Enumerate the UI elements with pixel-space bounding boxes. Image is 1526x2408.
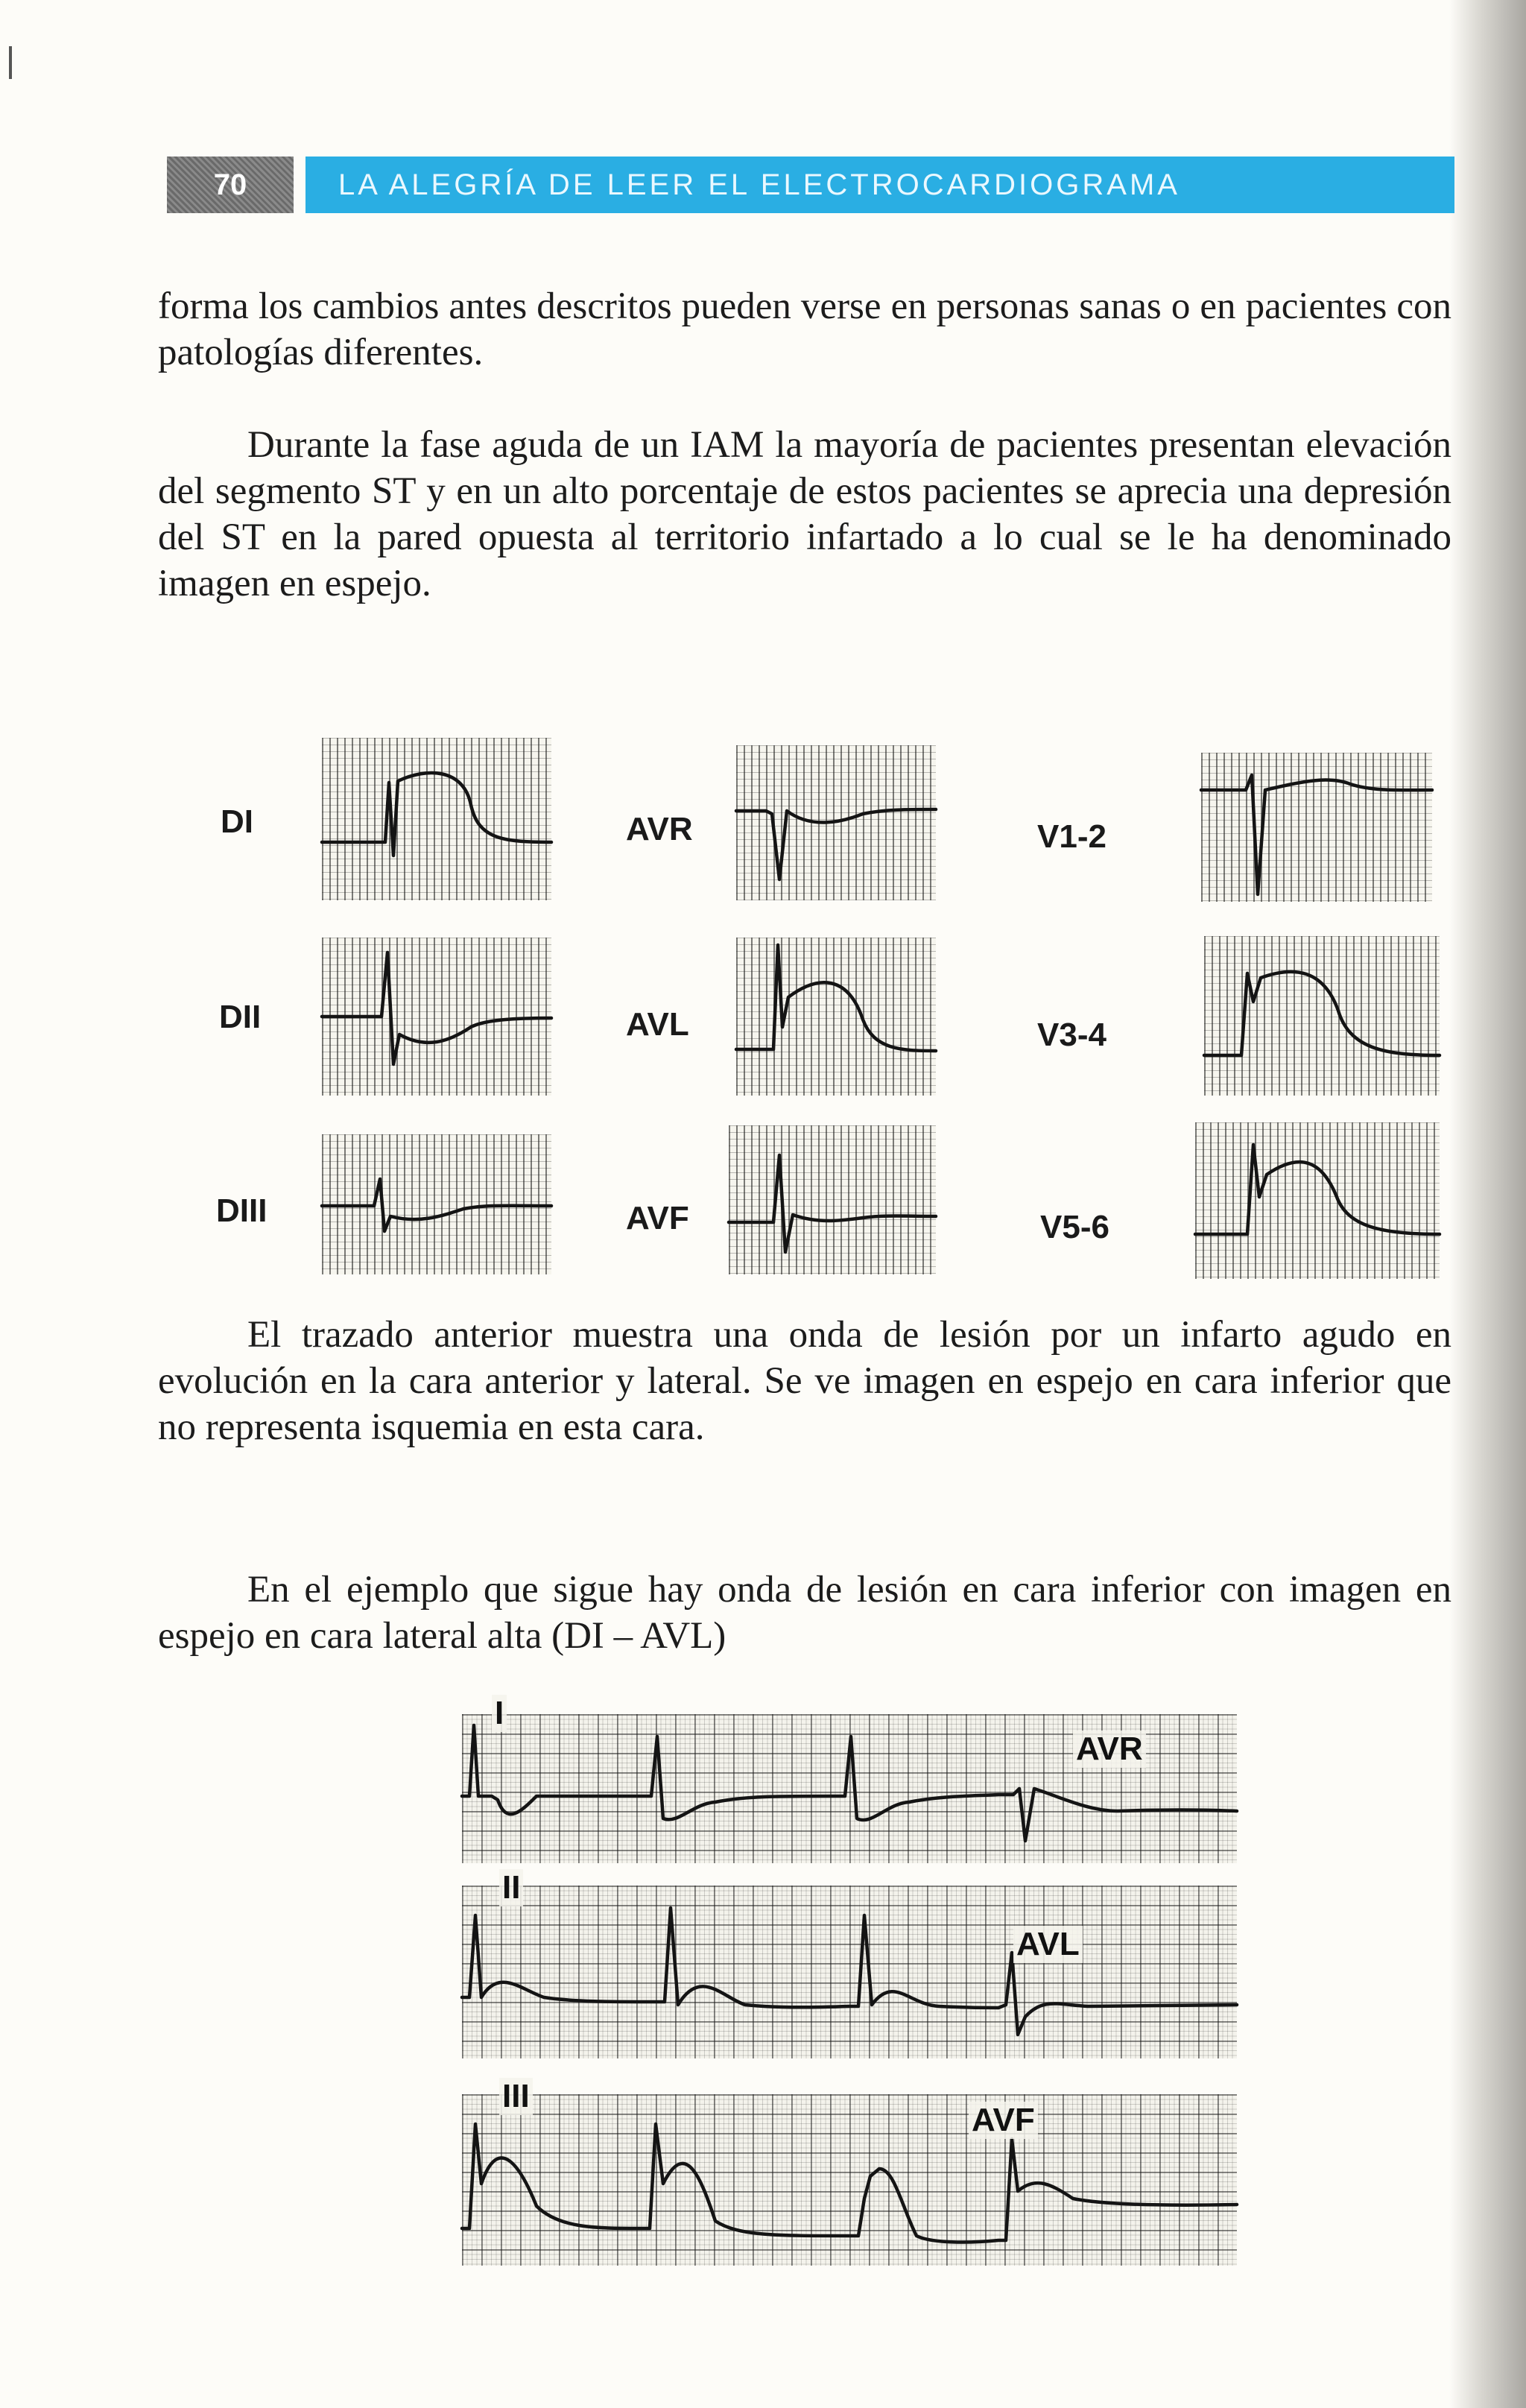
strip-label-avf: AVF <box>969 2102 1038 2139</box>
lead-label-v56: V5-6 <box>1040 1209 1109 1245</box>
lead-label-avl: AVL <box>626 1006 689 1043</box>
ecg-strip-diii <box>322 1134 551 1274</box>
ecg-strip-avl <box>736 938 936 1096</box>
lead-label-diii: DIII <box>216 1192 267 1229</box>
lead-label-avf: AVF <box>626 1200 689 1236</box>
strip-label-i: I <box>492 1695 507 1732</box>
lead-label-avr: AVR <box>626 811 693 847</box>
running-title: LA ALEGRÍA DE LEER EL ELECTROCARDIOGRAMA <box>305 157 1454 213</box>
paragraph-3: El trazado anterior muestra una onda de lesión por un infarto agudo en evolución en la cara anterior y lateral. Se ve imagen en espejo en cara inferior que no representa isquemia en esta cara. <box>158 1314 1451 1448</box>
rhythm-strip-i-avr <box>462 1695 1237 1863</box>
rhythm-strip-ii-avl <box>462 1869 1237 2058</box>
strip-label-avr: AVR <box>1073 1731 1146 1768</box>
scan-mark <box>9 46 12 79</box>
lead-label-v12: V1-2 <box>1037 818 1106 855</box>
ecg-strip-v12 <box>1201 753 1432 902</box>
lead-label-dii: DII <box>219 999 262 1035</box>
paragraph-4: En el ejemplo que sigue hay onda de lesión en cara inferior con imagen en espejo en cara lateral alta (DI – AVL) <box>158 1569 1451 1657</box>
lead-label-v34: V3-4 <box>1037 1017 1106 1053</box>
page-binding-shadow <box>1449 0 1526 2408</box>
page-header <box>167 157 1454 213</box>
rhythm-strip-iii-avf <box>462 2078 1237 2266</box>
strip-label-ii: II <box>499 1869 523 1906</box>
lead-label-di: DI <box>221 803 253 840</box>
ecg-strip-v56 <box>1195 1122 1440 1279</box>
ecg-strip-avr <box>736 745 936 900</box>
strip-label-avl: AVL <box>1013 1926 1083 1963</box>
page-number: 70 <box>167 157 294 213</box>
ecg-strip-v34 <box>1204 936 1440 1096</box>
paragraph-1: forma los cambios antes descritos pueden verse en personas sanas o en pacientes con patologías diferentes. <box>158 285 1451 373</box>
ecg-strip-avf <box>729 1125 936 1274</box>
ecg-strip-di <box>322 738 551 900</box>
ecg-strip-dii <box>322 938 551 1096</box>
paragraph-2: Durante la fase aguda de un IAM la mayoría de pacientes presentan elevación del segmento ST y en un alto porcentaje de estos pacientes se aprecia una depresión del ST en la pared opuesta al territorio infartado a lo cual se le ha denominado imagen en espejo. <box>158 424 1451 604</box>
strip-label-iii: III <box>499 2078 533 2115</box>
